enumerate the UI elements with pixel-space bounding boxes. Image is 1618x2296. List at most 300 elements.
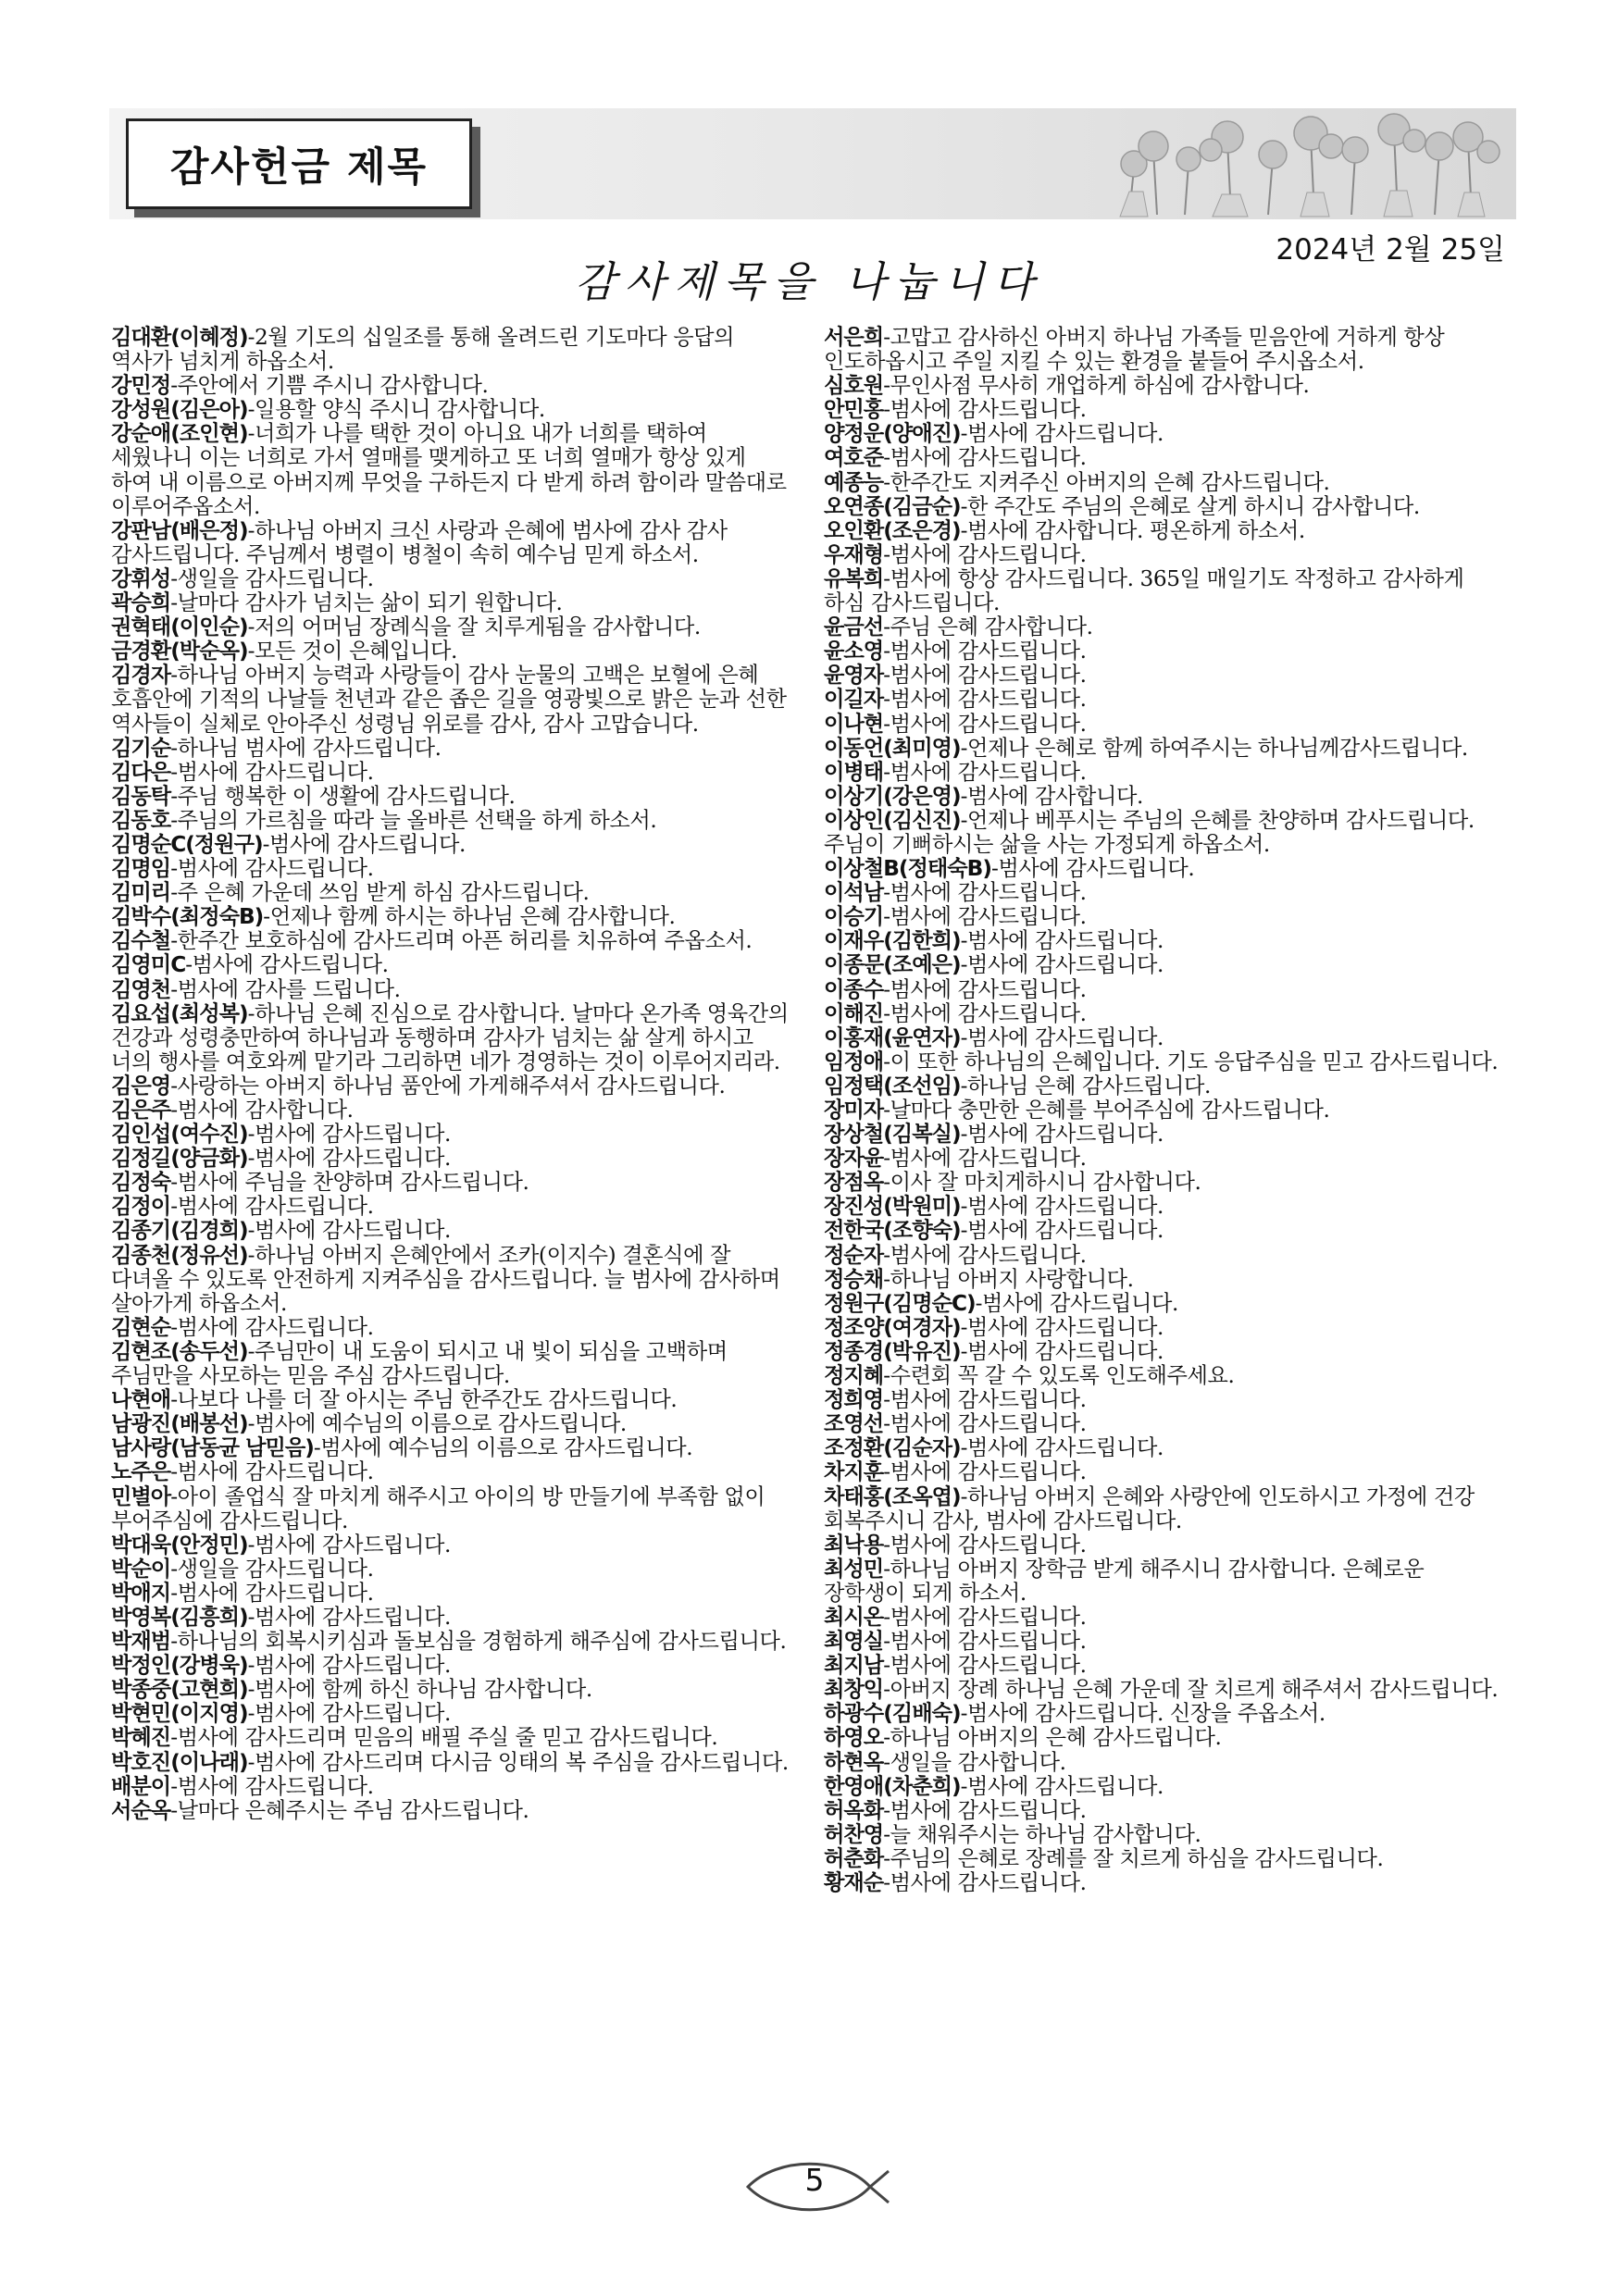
entry-name: 김동호 [111, 807, 171, 833]
entry-text: -수련회 꼭 갈 수 있도록 인도해주세요. [883, 1363, 1235, 1389]
entry-text: -범사에 감사드립니다. [247, 1701, 451, 1727]
entry-text: -범사에 감사드립니다. [247, 1122, 451, 1148]
entry-text: -하나님 아버지 은혜와 사랑안에 인도하시고 가정에 건강 회복주시니 감사, 범사에 감사드립니다. [824, 1483, 1475, 1533]
entry-text: -범사에 감사드립니다. [247, 1653, 451, 1679]
entry-name: 김미리 [111, 880, 171, 906]
entry-name: 남광진(배봉선) [111, 1411, 248, 1437]
entry-text: -범사에 감사드립니다. [975, 1290, 1178, 1316]
thanks-entry [111, 639, 791, 664]
entry-text: -범사에 감사드립니다. [883, 1797, 1087, 1823]
entry-name: 하광수(김배숙) [824, 1701, 961, 1727]
entry-text: -범사에 감사드리며 다시금 잉태의 복 주심을 감사드립니다. [247, 1749, 789, 1775]
entry-text: -범사에 함께 하신 하나님 감사합니다. [247, 1677, 592, 1703]
entry-name: 이해진 [824, 1000, 884, 1026]
entry-name: 안민홍 [824, 397, 884, 423]
entry-text: -하나님 은혜 진심으로 감사합니다. 날마다 온가족 영육간의 건강과 성령충만하여 하나님과 동행하며 감사가 넘치는 삶 살게 하시고 너의 행사를 여호와께 맡기라 그리하면 네가 경영하는 것이 이루어지리라. [111, 1000, 789, 1074]
thanks-entry [111, 905, 791, 929]
entry-name: 권혁태(이인순) [111, 614, 248, 640]
entry-text: -범사에 감사드립니다. [960, 1218, 1164, 1244]
thanks-entry [824, 374, 1504, 398]
entry-text: -모든 것이 은혜입니다. [247, 639, 457, 664]
entry-text: -범사에 감사드립니다. [883, 1604, 1087, 1630]
entry-text: -범사에 감사드립니다. [960, 1773, 1164, 1799]
entry-name: 박종중(고현희) [111, 1677, 248, 1703]
entry-name: 임정애 [824, 1049, 884, 1074]
thanks-entry [111, 1147, 791, 1171]
entry-text: -하나님 은혜 감사드립니다. [960, 1073, 1211, 1098]
thanks-entry [824, 1195, 1504, 1219]
entry-name: 이나현 [824, 711, 884, 737]
entry-name: 김은영 [111, 1073, 171, 1098]
entry-name: 최시온 [824, 1604, 884, 1630]
entry-text: -날마다 충만한 은혜를 부어주심에 감사드립니다. [883, 1098, 1330, 1123]
entry-text: -이 또한 하나님의 은혜입니다. 기도 응답주심을 믿고 감사드립니다. [883, 1049, 1499, 1074]
thanks-entry [111, 833, 791, 857]
section-heading: 감사제목을 나눕니다 [575, 257, 1043, 306]
thanks-entry [824, 1050, 1504, 1074]
entry-text: -범사에 감사드립니다. [883, 711, 1087, 737]
thanks-entry [824, 953, 1504, 977]
entry-name: 하현옥 [824, 1749, 884, 1775]
entry-name: 심호원 [824, 373, 884, 399]
thanks-entry [824, 1026, 1504, 1050]
entry-text: -범사에 감사드립니다. [883, 759, 1087, 785]
thanks-entry [824, 881, 1504, 905]
flower-vase-illustration [1092, 113, 1509, 219]
entry-name: 강순애(조인현) [111, 421, 248, 447]
entry-text: -범사에 감사드립니다. [883, 880, 1087, 906]
entry-text: -범사에 감사드립니다. [883, 445, 1087, 471]
thanks-entry [824, 809, 1504, 857]
thanks-entry [111, 1340, 791, 1388]
entry-name: 이길자 [824, 687, 884, 713]
entry-text: -무인사점 무사히 개업하게 하심에 감사합니다. [883, 373, 1310, 399]
thanks-entry [824, 1340, 1504, 1364]
thanks-entry [111, 785, 791, 809]
entry-name: 윤영자 [824, 663, 884, 689]
entry-text: -범사에 감사합니다. 평온하게 하소서. [960, 517, 1305, 543]
entry-text: -범사에 감사드립니다. 신장을 주옵소서. [960, 1701, 1326, 1727]
thanks-entry [111, 1244, 791, 1316]
thanks-entry [824, 1098, 1504, 1123]
entry-name: 정순자 [824, 1242, 884, 1268]
entry-text: -하나님 아버지 크신 사랑과 은혜에 범사에 감사 감사 감사드립니다. 주님께서 병렬이 병철이 속히 예수님 믿게 하소서. [111, 517, 728, 567]
entry-name: 하영오 [824, 1725, 884, 1751]
entry-name: 최창익 [824, 1677, 884, 1703]
thanks-entry [824, 471, 1504, 495]
entry-text: -범사에 감사드립니다. [883, 687, 1087, 713]
thanks-entry [824, 1074, 1504, 1098]
thanks-entry [111, 1171, 791, 1195]
thanks-entry [111, 1702, 791, 1726]
entry-text: -한주간 보호하심에 감사드리며 아픈 허리를 치유하여 주옵소서. [170, 928, 753, 954]
thanks-entry [111, 591, 791, 615]
entry-name: 윤소영 [824, 639, 884, 664]
right-column [824, 326, 1504, 1895]
thanks-entry [111, 881, 791, 905]
entry-text: -범사에 감사드립니다. [960, 1314, 1164, 1340]
thanks-entry [824, 1654, 1504, 1678]
entry-text: -범사에 감사드립니다. [883, 1629, 1087, 1655]
entry-name: 박현민(이지영) [111, 1701, 248, 1727]
entry-name: 허찬영 [824, 1821, 884, 1847]
entry-name: 최지남 [824, 1653, 884, 1679]
thanks-entry [824, 567, 1504, 615]
entry-name: 이병태 [824, 759, 884, 785]
thanks-entry [824, 519, 1504, 543]
entry-name: 김명임 [111, 856, 171, 882]
thanks-entry [824, 1751, 1504, 1775]
thanks-entry [111, 1751, 791, 1775]
entry-name: 정희영 [824, 1387, 884, 1413]
thanks-entry [111, 615, 791, 639]
entry-text: -주님의 가르침을 따라 늘 올바른 선택을 하게 하소서. [170, 807, 657, 833]
entry-text: -범사에 감사드립니다. [960, 1338, 1164, 1364]
entry-text: -범사에 감사드립니다. [883, 663, 1087, 689]
thanks-entry [111, 374, 791, 398]
entry-name: 금경환(박순옥) [111, 639, 248, 664]
entry-text: -날마다 감사가 넘치는 삶이 되기 원합니다. [170, 590, 563, 616]
entry-name: 김박수(최정숙B) [111, 904, 264, 930]
entry-name: 임정택(조선임) [824, 1073, 961, 1098]
entry-name: 조영선 [824, 1411, 884, 1437]
entry-name: 김은주 [111, 1098, 171, 1123]
thanks-entry [111, 519, 791, 567]
thanks-entry [824, 1799, 1504, 1823]
thanks-entry [111, 1775, 791, 1799]
entry-name: 양정운(양애진) [824, 421, 961, 447]
thanks-entry [824, 857, 1504, 881]
entry-name: 남사랑(남동균 남믿음) [111, 1435, 314, 1461]
entry-name: 이상기(강은영) [824, 783, 961, 809]
entry-text: -범사에 주님을 찬양하며 감사드립니다. [170, 1170, 529, 1196]
thanks-entry [824, 1244, 1504, 1268]
entry-name: 우재형 [824, 541, 884, 567]
entry-text: -2월 기도의 십일조를 통해 올려드린 기도마다 응답의 역사가 넘치게 하옵소서. [111, 325, 735, 375]
entry-text: -하나님 아버지 능력과 사랑들이 감사 눈물의 고백은 보혈에 은혜 호흡안에 기적의 나날들 천년과 같은 좁은 길을 영광빛으로 밝은 눈과 선한 역사들이 실체로 안아주신 성령님 위로를 감사, 감사 고맙습니다. [111, 663, 787, 737]
left-column [111, 326, 791, 1823]
thanks-entry [111, 1726, 791, 1750]
thanks-entry [111, 1485, 791, 1533]
entry-text: -범사에 감사드립니다. [883, 639, 1087, 664]
entry-name: 차지훈 [824, 1459, 884, 1485]
entry-name: 이승기 [824, 904, 884, 930]
entry-text: -범사에 감사드립니다. [883, 976, 1087, 1002]
entry-name: 이종수 [824, 976, 884, 1002]
entry-text: -범사에 감사드립니다. [247, 1532, 451, 1558]
entry-name: 장진성(박원미) [824, 1194, 961, 1220]
entry-text: -하나님 아버지 사랑합니다. [883, 1266, 1134, 1292]
entry-text: -범사에 감사드립니다. [883, 1387, 1087, 1413]
thanks-entry [824, 1533, 1504, 1558]
entry-text: -범사에 감사드립니다. [247, 1604, 451, 1630]
thanks-entry [111, 857, 791, 881]
entry-name: 강성원(김은아) [111, 397, 248, 423]
thanks-entry [111, 737, 791, 761]
page-footer [731, 2154, 898, 2221]
entry-name: 박재범 [111, 1629, 171, 1655]
thanks-entry [111, 1558, 791, 1582]
entry-name: 강민정 [111, 373, 171, 399]
entry-name: 김동탁 [111, 783, 171, 809]
entry-text: -범사에 감사드립니다. [883, 541, 1087, 567]
entry-text: -아이 졸업식 잘 마치게 해주시고 아이의 방 만들기에 부족함 없이 부어주심에 감사드립니다. [111, 1483, 765, 1533]
thanks-entry [824, 1364, 1504, 1388]
entry-name: 이동언(최미영) [824, 735, 961, 761]
entry-text: -범사에 감사를 드립니다. [170, 976, 401, 1002]
entry-name: 조정환(김순자) [824, 1435, 961, 1461]
entry-text: -범사에 감사드립니다. [170, 759, 374, 785]
thanks-entry [111, 1654, 791, 1678]
entry-text: -범사에 감사드립니다. [883, 1242, 1087, 1268]
thanks-entry [824, 1460, 1504, 1484]
thanks-entry [824, 1123, 1504, 1147]
entry-text: -범사에 감사드립니다. [960, 421, 1164, 447]
entry-name: 박정인(강병욱) [111, 1653, 248, 1679]
entry-name: 정조양(여경자) [824, 1314, 961, 1340]
thanks-entry [111, 953, 791, 977]
thanks-entry [824, 1726, 1504, 1750]
entry-text: -범사에 감사드립니다. [990, 856, 1195, 882]
entry-name: 허옥화 [824, 1797, 884, 1823]
entry-text: -날마다 은혜주시는 주님 감사드립니다. [170, 1797, 529, 1823]
thanks-entry [111, 1002, 791, 1074]
entry-name: 김명순C(정원구) [111, 831, 263, 857]
thanks-entry [824, 1292, 1504, 1316]
entry-name: 곽승희 [111, 590, 171, 616]
thanks-entry [111, 1098, 791, 1123]
entry-text: -범사에 감사드립니다. [960, 1024, 1164, 1050]
thanks-entry [111, 1533, 791, 1558]
thanks-entry [111, 422, 791, 518]
entry-name: 김정숙 [111, 1170, 171, 1196]
entry-name: 황재순 [824, 1870, 884, 1895]
entry-name: 배분이 [111, 1773, 171, 1799]
thanks-entry [824, 639, 1504, 664]
thanks-entry [824, 929, 1504, 953]
entry-text: -범사에 예수님의 이름으로 감사드립니다. [313, 1435, 693, 1461]
entry-name: 박애지 [111, 1580, 171, 1606]
entry-text: -언제나 함께 하시는 하나님 은혜 감사합니다. [263, 904, 676, 930]
entry-name: 정종경(박유진) [824, 1338, 961, 1364]
thanks-entry [824, 1485, 1504, 1533]
entry-name: 최영실 [824, 1629, 884, 1655]
entry-text: -하나님 범사에 감사드립니다. [170, 735, 442, 761]
entry-name: 이석남 [824, 880, 884, 906]
entry-name: 서은희 [824, 325, 884, 350]
thanks-entry [824, 688, 1504, 712]
entry-name: 강판남(배은정) [111, 517, 248, 543]
entry-text: -언제나 은혜로 함께 하여주시는 하나님께감사드립니다. [960, 735, 1468, 761]
thanks-entry [824, 1316, 1504, 1340]
thanks-entry [824, 1823, 1504, 1847]
thanks-entry [111, 1799, 791, 1823]
entry-name: 윤금선 [824, 614, 884, 640]
entry-name: 김정길(양금화) [111, 1146, 248, 1172]
thanks-entry [111, 978, 791, 1002]
entry-name: 장상철(김복실) [824, 1122, 961, 1148]
thanks-entry [111, 761, 791, 785]
entry-text: -생일을 감사드립니다. [170, 1556, 374, 1582]
thanks-entry [824, 1558, 1504, 1606]
thanks-entry [111, 1678, 791, 1702]
thanks-entry [824, 1847, 1504, 1871]
entry-name: 나현애 [111, 1387, 171, 1413]
entry-name: 민별아 [111, 1483, 171, 1509]
entry-text: -늘 채워주시는 하나님 감사합니다. [883, 1821, 1201, 1847]
entry-text: -범사에 감사드립니다. [883, 904, 1087, 930]
entry-name: 정지혜 [824, 1363, 884, 1389]
thanks-entry [824, 1436, 1504, 1460]
entry-name: 박대욱(안정민) [111, 1532, 248, 1558]
entry-name: 한영애(차춘희) [824, 1773, 961, 1799]
thanks-entry [111, 398, 791, 422]
entry-text: -주님만이 내 도움이 되시고 내 빛이 되심을 고백하며 주님만을 사모하는 믿음 주심 감사드립니다. [111, 1338, 728, 1389]
entry-name: 강휘성 [111, 565, 171, 591]
page-title: 감사헌금 제목 [126, 118, 472, 209]
thanks-entry [824, 1147, 1504, 1171]
entry-text: -범사에 감사드립니다. [883, 1411, 1087, 1437]
entry-text: -주님 은혜 감사합니다. [883, 614, 1093, 640]
thanks-entry [824, 495, 1504, 519]
entry-text: -범사에 감사드립니다. [883, 1459, 1087, 1485]
thanks-entry [111, 1316, 791, 1340]
entry-name: 김현순 [111, 1314, 171, 1340]
thanks-entry [824, 1002, 1504, 1026]
thanks-entry [824, 1171, 1504, 1195]
entry-name: 오인환(조은경) [824, 517, 961, 543]
entry-text: -범사에 감사합니다. [170, 1098, 354, 1123]
thanks-entry [111, 326, 791, 374]
entry-text: -범사에 감사드립니다. [960, 1122, 1164, 1148]
entry-name: 김정이 [111, 1194, 171, 1220]
entry-name: 김대환(이혜정) [111, 325, 248, 350]
thanks-entry [824, 446, 1504, 470]
entry-name: 박순이 [111, 1556, 171, 1582]
thanks-entry [824, 615, 1504, 639]
thanks-entry [824, 398, 1504, 422]
entry-text: -범사에 감사드립니다. [883, 397, 1087, 423]
thanks-entry [824, 1606, 1504, 1630]
entry-text: -범사에 감사드립니다. [960, 952, 1164, 978]
entry-text: -범사에 감사드립니다. [960, 1194, 1164, 1220]
entry-name: 이종문(조예은) [824, 952, 961, 978]
entry-name: 김종기(김경희) [111, 1218, 248, 1244]
thanks-entry [824, 1630, 1504, 1654]
entry-name: 최낙용 [824, 1532, 884, 1558]
entry-text: -범사에 감사드립니다. [247, 1218, 451, 1244]
entry-name: 김인섭(여수진) [111, 1122, 248, 1148]
entry-text: -하나님의 회복시키심과 돌보심을 경험하게 해주심에 감사드립니다. [170, 1629, 787, 1655]
entry-name: 김경자 [111, 663, 171, 689]
entry-text: -주안에서 기쁨 주시니 감사합니다. [170, 373, 489, 399]
thanks-entry [111, 1123, 791, 1147]
entry-text: -범사에 감사드립니다. [883, 1146, 1087, 1172]
thanks-entry [824, 326, 1504, 374]
entry-text: -범사에 감사드립니다. [170, 1580, 374, 1606]
entry-name: 최성민 [824, 1556, 884, 1582]
entry-text: -범사에 감사합니다. [960, 783, 1143, 809]
entry-name: 이상인(김신진) [824, 807, 961, 833]
thanks-entry [111, 1412, 791, 1436]
thanks-entry [111, 809, 791, 833]
entry-name: 김수철 [111, 928, 171, 954]
entry-text: -범사에 감사드립니다. [883, 1000, 1087, 1026]
entry-text: -범사에 감사드립니다. [247, 1146, 451, 1172]
thanks-entry [824, 737, 1504, 761]
entry-text: -범사에 감사드립니다. [883, 1870, 1087, 1895]
entry-name: 전한국(조향숙) [824, 1218, 961, 1244]
thanks-entry [111, 1195, 791, 1219]
thanks-entry [111, 1582, 791, 1606]
entry-text: -범사에 감사드립니다. [170, 1194, 374, 1220]
thanks-entry [111, 1074, 791, 1098]
entry-text: -주님의 은혜로 장례를 잘 치르게 하심을 감사드립니다. [883, 1845, 1384, 1871]
thanks-entry [824, 905, 1504, 929]
thanks-entry [824, 1268, 1504, 1292]
entry-text: -범사에 감사드립니다. [883, 1653, 1087, 1679]
entry-text: -사랑하는 아버지 하나님 품안에 가게해주셔서 감사드립니다. [170, 1073, 726, 1098]
entry-name: 김영미C [111, 952, 186, 978]
entry-text: -일용할 양식 주시니 감사합니다. [247, 397, 545, 423]
entry-name: 이상철B(정태숙B) [824, 856, 991, 882]
entry-name: 오연종(김금순) [824, 493, 961, 519]
entry-text: -하나님 아버지 장학금 받게 해주시니 감사합니다. 은혜로운 장학생이 되게 하소서. [824, 1556, 1425, 1606]
thanks-entry [824, 1219, 1504, 1243]
entry-name: 장자윤 [824, 1146, 884, 1172]
thanks-entry [111, 1219, 791, 1243]
entry-name: 김다은 [111, 759, 171, 785]
entry-text: -범사에 예수님의 이름으로 감사드립니다. [247, 1411, 627, 1437]
entry-name: 박영복(김흥희) [111, 1604, 248, 1630]
thanks-entry [111, 1606, 791, 1630]
entry-name: 박혜진 [111, 1725, 171, 1751]
thanks-entry [824, 422, 1504, 446]
entry-text: -범사에 감사드립니다. [883, 1532, 1087, 1558]
entry-text: -언제나 베푸시는 주님의 은혜를 찬양하며 감사드립니다. 주님이 기뻐하시는 삶을 사는 가정되게 하옵소서. [824, 807, 1475, 857]
entry-text: -이사 잘 마치게하시니 감사합니다. [883, 1170, 1201, 1196]
entry-name: 유복희 [824, 565, 884, 591]
entry-text: -범사에 감사드립니다. [960, 928, 1164, 954]
entry-text: -범사에 감사드립니다. [960, 1435, 1164, 1461]
entry-name: 서순옥 [111, 1797, 171, 1823]
thanks-entry [111, 929, 791, 953]
entry-text: -저의 어머님 장례식을 잘 치루게됨을 감사합니다. [247, 614, 701, 640]
entry-name: 장점옥 [824, 1170, 884, 1196]
entry-name: 예종능 [824, 469, 884, 495]
thanks-entry [824, 1388, 1504, 1412]
entry-name: 이홍재(윤연자) [824, 1024, 961, 1050]
thanks-entry [824, 785, 1504, 809]
entry-text: -범사에 감사드립니다. [170, 1773, 374, 1799]
thanks-entry [824, 664, 1504, 688]
entry-text: -주님 행복한 이 생활에 감사드립니다. [170, 783, 516, 809]
thanks-entry [111, 1630, 791, 1654]
thanks-entry [824, 1871, 1504, 1895]
entry-text: -한 주간도 주님의 은혜로 살게 하시니 감사합니다. [960, 493, 1420, 519]
thanks-entry [824, 543, 1504, 567]
thanks-entry [111, 664, 791, 736]
entry-text: -범사에 감사드립니다. [185, 952, 389, 978]
entry-name: 차태홍(조옥엽) [824, 1483, 961, 1509]
entry-name: 김영천 [111, 976, 171, 1002]
thanks-entry [824, 1702, 1504, 1726]
entry-text: -범사에 감사드립니다. [170, 1314, 374, 1340]
thanks-entry [111, 1460, 791, 1484]
entry-text: -너희가 나를 택한 것이 아니요 내가 너희를 택하여 세웠나니 이는 너희로 가서 열매를 맺게하고 또 너희 열매가 항상 있게 하여 내 이름으로 아버지께 무엇을 구하든지 다 받게 하려 함이라 말씀대로 이루어주옵소서. [111, 421, 787, 519]
entry-name: 장미자 [824, 1098, 884, 1123]
page-number: 5 [804, 2162, 825, 2198]
